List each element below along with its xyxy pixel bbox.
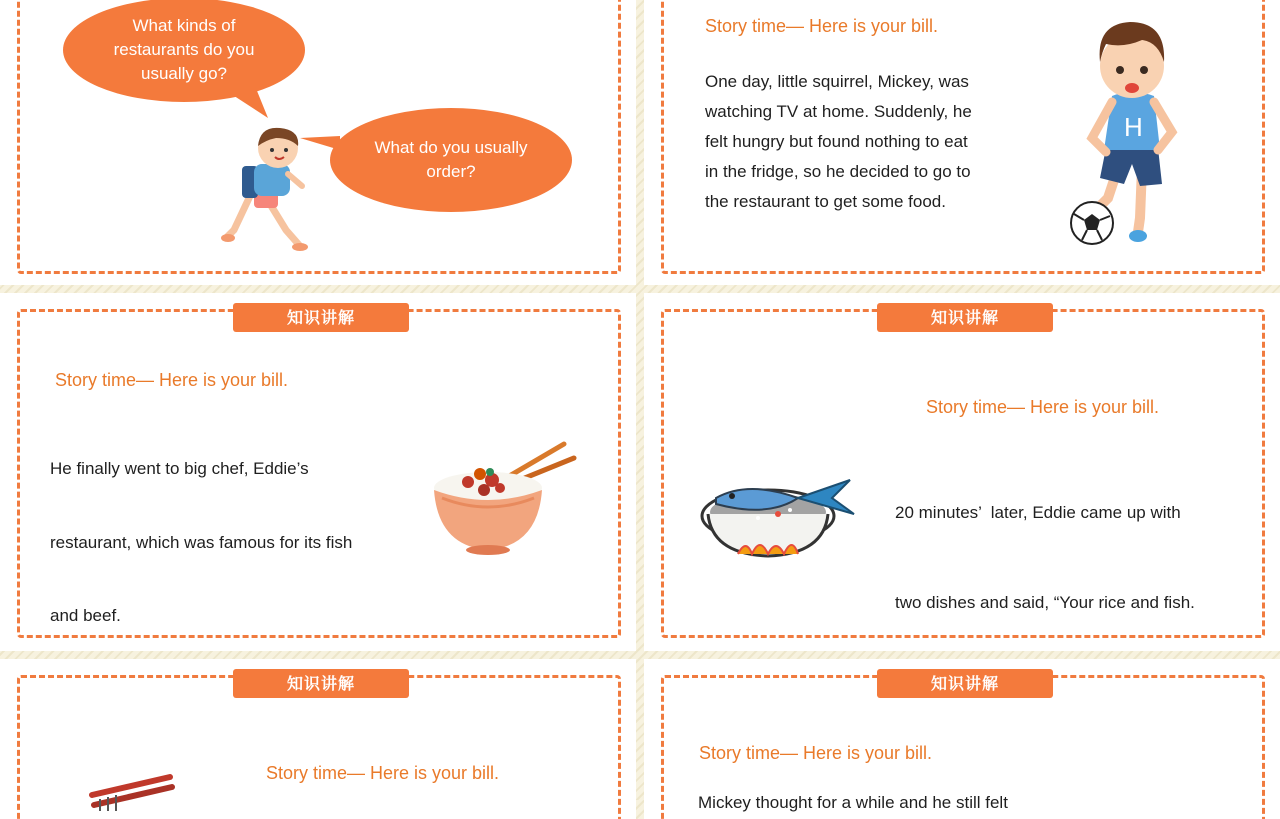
rice-bowl-illustration	[428, 438, 578, 558]
slide-6[interactable]	[644, 659, 1280, 819]
story-line: restaurant, which was famous for its fish	[50, 532, 353, 552]
story-line: the restaurant to get some food.	[705, 192, 946, 211]
slide-4[interactable]	[644, 293, 1280, 651]
running-boy-illustration	[220, 126, 320, 256]
story-text	[895, 438, 1235, 651]
bubble-text: What kinds of restaurants do you usually go?	[113, 16, 255, 83]
story-text	[705, 67, 1025, 217]
fish-soup-illustration	[698, 458, 863, 563]
slide-2[interactable]	[644, 0, 1280, 285]
story-line: One day, little squirrel, Mickey, was	[705, 72, 969, 91]
story-text	[50, 408, 420, 651]
story-line: felt hungry but found nothing to eat	[705, 132, 968, 151]
story-title: Story time— Here is your bill.	[55, 370, 289, 390]
story-line: two dishes and said, “Your rice and fish.	[895, 593, 1195, 612]
section-tag: 知识讲解	[877, 669, 1053, 698]
section-tag: 知识讲解	[233, 669, 409, 698]
story-line: 20 minutes’ later, Eddie came up with	[895, 503, 1181, 522]
noodle-chopsticks-illustration	[90, 771, 180, 811]
speech-bubble-order	[330, 108, 572, 212]
slide-5[interactable]	[0, 659, 636, 819]
story-line: Mickey thought for a while and he still felt	[698, 793, 1008, 812]
section-tag: 知识讲解	[233, 303, 409, 332]
story-line: He finally went to big chef, Eddie’s	[50, 459, 309, 478]
story-title: Story time— Here is your bill.	[705, 16, 939, 36]
slide-1[interactable]	[0, 0, 636, 285]
story-line: watching TV at home. Suddenly, he	[705, 102, 972, 121]
story-title: Story time— Here is your bill.	[926, 397, 1160, 417]
story-title: Story time— Here is your bill.	[699, 743, 933, 763]
slide-3[interactable]	[0, 293, 636, 651]
story-line: and beef.	[50, 606, 121, 625]
svg-text:H: H	[1124, 112, 1143, 142]
story-line: in the fridge, so he decided to go to	[705, 162, 971, 181]
section-tag: 知识讲解	[877, 303, 1053, 332]
story-title: Story time— Here is your bill.	[266, 763, 500, 783]
bubble-text: What do you usually order?	[374, 138, 528, 181]
soccer-boy-illustration	[1062, 18, 1182, 248]
